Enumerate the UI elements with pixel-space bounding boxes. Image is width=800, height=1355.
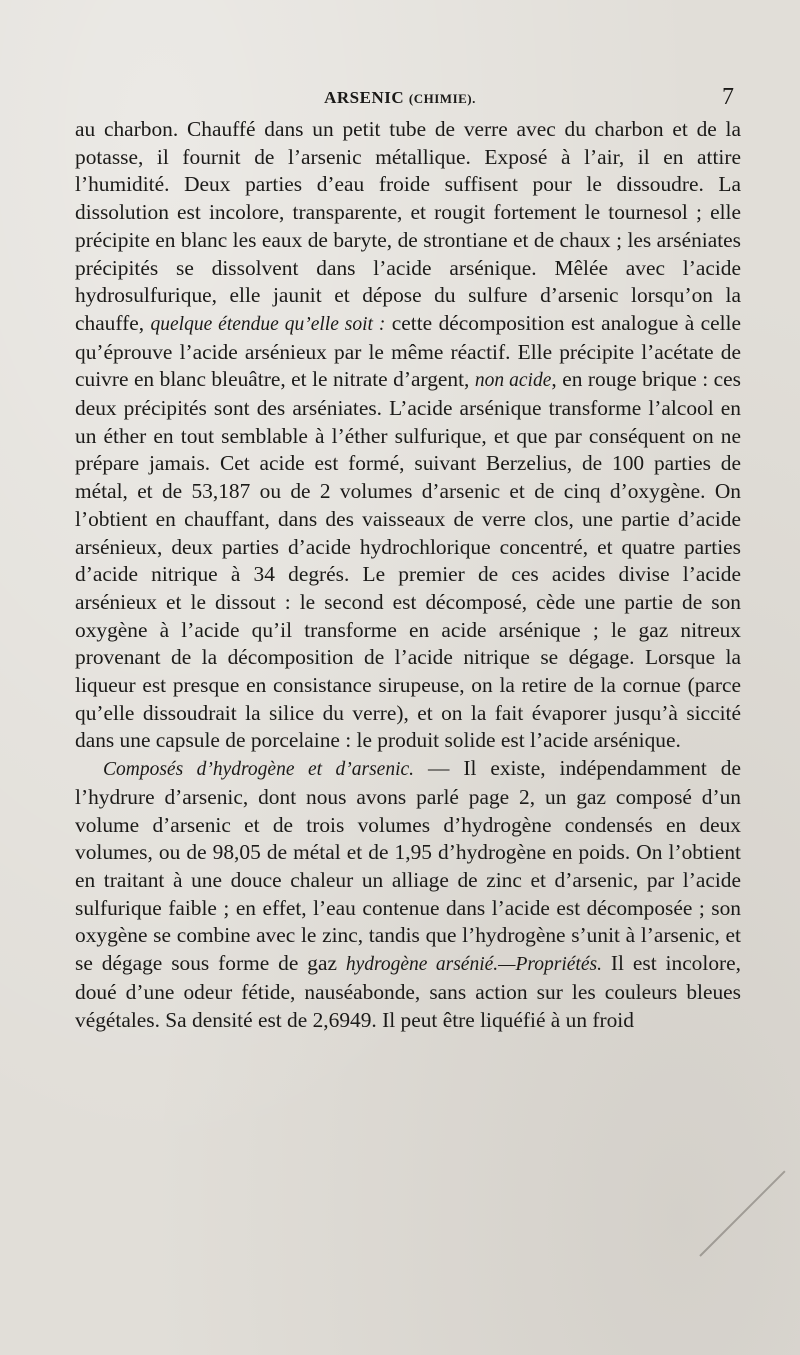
text-segment: cette décomposition est analogue à celle qu’éprouve l’acide arsénieux par le même réactif. Elle précipite l’acétate de cuivre en blanc bleuâtre, et le nitrate d’argent, (75, 310, 741, 392)
running-head-title: ARSENIC (324, 88, 405, 107)
running-head (0, 88, 800, 108)
text-segment: Il est incolore, doué d’une odeur fétide, nauséabonde, sans action sur les couleurs bleues végétales. Sa densité est de 2,6949. Il peut être liquéfié à un froid (75, 951, 741, 1032)
body-text (75, 116, 741, 1034)
text-segment: , en rouge brique : ces deux précipités sont des arséniates. L’acide arsénique transforme l’alcool en un éther en tout semblable à l’éther sulfurique, et que par conséquent on ne prépare jamais. Cet acide est formé, suivant Berzelius, de 100 parties de métal, et de 53,187 ou de 2 volumes d’arsenic et de cinq d’oxygène. On l’obtient en chauffant, dans des vaisseaux de verre clos, une partie d’acide arsénieux, deux parties d’acide hydrochlorique concentré, et quatre parties d’acide nitrique à 34 degrés. Le premier de ces acides divise l’acide arsénieux et le dissout : le second est décomposé, cède une partie de son oxygène à l’acide qu’il transforme en acide arsénique ; le gaz nitreux provenant de la décomposition de l’acide nitrique se dégage. Lorsque la liqueur est presque en consistance sirupeuse, on la retire de la cornue (parce qu’elle dissoudrait la silice du verre), et on la fait évaporer jusqu’à siccité dans une capsule de porcelaine : le produit solide est l’acide arsénique. (75, 367, 741, 753)
page-number: 7 (722, 84, 734, 110)
text-segment: — Il existe, indépendamment de l’hydrure d’arsenic, dont nous avons parlé page 2, un gaz composé d’un volume d’arsenic et de trois volumes d’hydrogène condensés en deux volumes, ou de 98,05 de métal et de 1,95 d’hydrogène en poids. On l’obtient en traitant à une douce chaleur un alliage de zinc et d’arsenic, par l’acide sulfurique faible ; en effet, l’eau contenue dans l’acide est décomposée ; son oxygène se combine avec le zinc, tandis que l’hydrogène s’unit à l’arsenic, et se dégage sous forme de gaz (75, 756, 741, 976)
running-head-section: (CHIMIE). (408, 91, 476, 106)
page-crease (699, 1170, 785, 1256)
section-heading-italic: Composés d’hydrogène et d’arsenic. (103, 759, 415, 781)
italic-segment: non acide (474, 370, 552, 392)
italic-segment: hydrogène arsénié.—Propriétés. (345, 954, 602, 976)
paragraph-acide-arsenique (75, 116, 741, 755)
text-segment: au charbon. Chauffé dans un petit tube de verre avec du charbon et de la potasse, il fournit de l’arsenic métallique. Exposé à l’air, il en attire l’humidité. Deux parties d’eau froide suffisent pour le dissoudre. La dissolution est incolore, transparente, et rougit fortement le tournesol ; elle précipite en blanc les eaux de baryte, de strontiane et de chaux ; les arséniates précipités se dissolvent dans l’acide arsénique. Mêlée avec l’acide hydrosulfurique, elle jaunit et dépose du sulfure d’arsenic lorsqu’on la chauffe, (75, 117, 741, 335)
page-header (0, 84, 800, 114)
italic-segment: quelque étendue qu’elle soit : (150, 313, 386, 335)
paragraph-composes-hydrogene (75, 755, 741, 1034)
